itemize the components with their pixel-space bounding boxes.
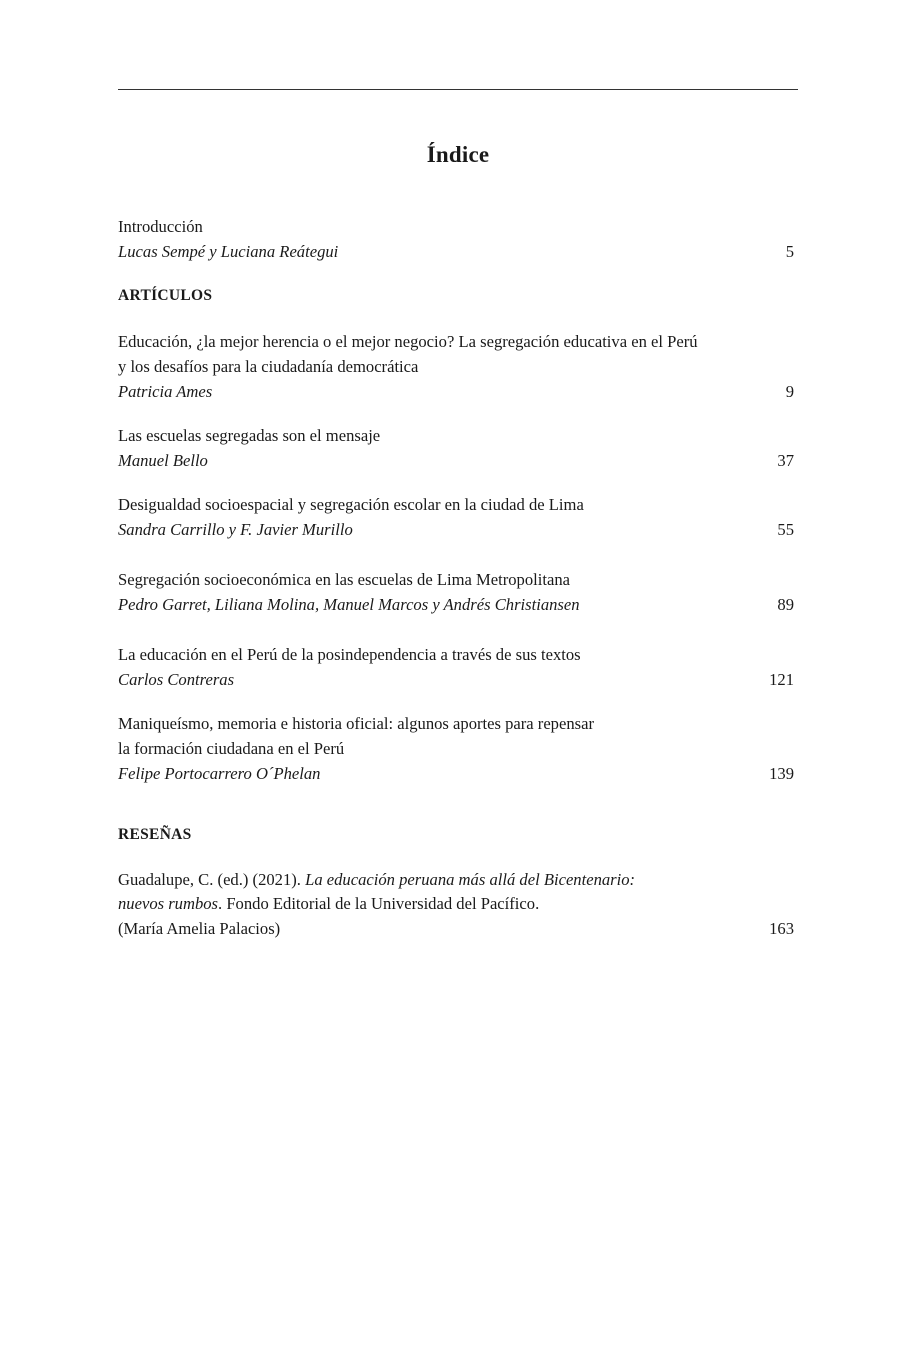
article-4-title: Segregación socioeconómica en las escuelas de Lima Metropolitana: [118, 570, 571, 589]
article-4-page-number: 89: [777, 595, 794, 614]
article-3-title: Desigualdad socioespacial y segregación escolar en la ciudad de Lima: [118, 495, 584, 514]
review-page-number: 163: [769, 919, 794, 938]
intro-author: Lucas Sempé y Luciana Reátegui: [118, 242, 339, 261]
article-1-author: Patricia Ames: [118, 382, 213, 401]
article-3-author: Sandra Carrillo y F. Javier Murillo: [118, 520, 353, 539]
page-title: Índice: [426, 142, 490, 167]
review-citation-line-2: [118, 894, 539, 914]
top-rule: [118, 89, 798, 90]
article-6-title-line-1: Maniqueísmo, memoria e historia oficial: algunos aportes para repensar: [118, 714, 594, 733]
article-5-author: Carlos Contreras: [118, 670, 235, 689]
review-publisher: . Fondo Editorial de la Universidad del Pacífico.: [218, 894, 540, 913]
review-book-title-part-2: nuevos rumbos: [118, 894, 219, 913]
intro-title: Introducción: [118, 217, 203, 236]
article-5-title: La educación en el Perú de la posindependencia a través de sus textos: [118, 645, 581, 664]
section-heading-reviews: RESEÑAS: [118, 826, 192, 843]
review-book-title-part-1: La educación peruana más allá del Bicentenario:: [305, 870, 636, 889]
section-heading-articles: ARTÍCULOS: [118, 287, 213, 304]
review-citation-author: Guadalupe, C. (ed.) (2021).: [118, 870, 306, 889]
article-2-page-number: 37: [777, 451, 794, 470]
review-citation-line-1: [118, 870, 635, 890]
article-3-page-number: 55: [777, 520, 794, 539]
article-6-author: Felipe Portocarrero O´Phelan: [118, 764, 321, 783]
intro-page-number: 5: [785, 242, 794, 261]
article-1-page-number: 9: [785, 382, 794, 401]
article-1-title-line-2: y los desafíos para la ciudadanía democrática: [118, 357, 419, 376]
article-1-title-line-1: Educación, ¿la mejor herencia o el mejor negocio? La segregación educativa en el Perú: [118, 332, 698, 351]
article-4-author: Pedro Garret, Liliana Molina, Manuel Marcos y Andrés Christiansen: [118, 595, 580, 614]
article-6-title-line-2: la formación ciudadana en el Perú: [118, 739, 345, 758]
article-5-page-number: 121: [769, 670, 794, 689]
article-2-title: Las escuelas segregadas son el mensaje: [118, 426, 381, 445]
article-6-page-number: 139: [769, 764, 794, 783]
review-reviewer: (María Amelia Palacios): [118, 919, 281, 938]
article-2-author: Manuel Bello: [118, 451, 208, 470]
